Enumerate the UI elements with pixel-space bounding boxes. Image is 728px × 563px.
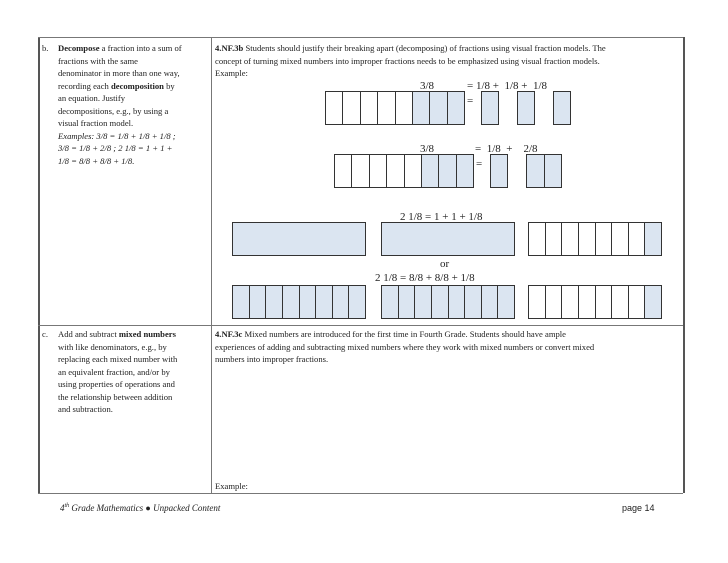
eq2-equals: = <box>476 158 483 170</box>
bar-segment <box>546 223 563 255</box>
bar-segment-shaded <box>349 286 365 318</box>
bar-segment-shaded <box>413 92 430 124</box>
bar-segment-shaded <box>527 155 545 187</box>
row-b-letter: b. <box>42 43 49 53</box>
eq3-text: 2 1/8 = 1 + 1 + 1/8 <box>400 211 483 223</box>
bar-segment <box>612 286 629 318</box>
bar-segment <box>343 92 360 124</box>
row-c-line: replacing each mixed number with <box>58 354 178 364</box>
eq1-right: = 1/8 + 1/8 + 1/8 <box>467 80 548 92</box>
bar-segment <box>335 155 352 187</box>
row-b-line4-pre: recording each <box>58 80 111 91</box>
row-b-explanation <box>215 42 680 80</box>
bar-segment-shaded <box>482 92 498 124</box>
row-c-line: using properties of operations and <box>58 379 175 389</box>
row-c-example-label: Example: <box>215 481 248 491</box>
bar-segment-shaded <box>233 286 250 318</box>
row-b-example: 1/8 = 8/8 + 8/8 + 1/8. <box>58 155 135 166</box>
bar-segment-shaded <box>382 223 514 255</box>
bar-segment-shaded <box>645 223 661 255</box>
row-c-std-line1: Mixed numbers are introduced for the first time in Fourth Grade. Students should have ample <box>242 329 567 339</box>
fraction-bar-3-8 <box>334 154 474 188</box>
row-b-example: Examples: 3/8 = 1/8 + 1/8 + 1/8 ; <box>58 130 176 141</box>
row-c-letter: c. <box>42 329 48 339</box>
row-c-line: an equivalent fraction, and/or by <box>58 366 170 377</box>
bar-segment <box>629 223 646 255</box>
footer-grade: 4 <box>60 503 65 513</box>
fraction-bar-1-8 <box>481 91 499 125</box>
bar-segment <box>612 223 629 255</box>
row-b-example: 3/8 = 1/8 + 2/8 ; 2 1/8 = 1 + 1 + <box>58 143 173 153</box>
bar-segment-shaded <box>545 155 562 187</box>
row-b-line: fractions with the same <box>58 55 138 66</box>
row-b-line: visual fraction model. <box>58 118 134 128</box>
row-b-line: decompositions, e.g., by using a <box>58 105 169 116</box>
bar-segment-shaded <box>482 286 499 318</box>
bar-segment-shaded <box>457 155 473 187</box>
bar-segment-shaded <box>333 286 350 318</box>
bar-segment <box>405 155 422 187</box>
row-b-std-code: 4.NF.3b <box>215 43 244 53</box>
row-b-std-line2: concept of turning mixed numbers into improper fractions needs to be emphasized using visual fraction models. <box>215 55 600 66</box>
bar-segment <box>562 223 579 255</box>
bar-segment <box>579 286 596 318</box>
fraction-bar-8-8 <box>232 285 366 319</box>
bar-segment-shaded <box>448 92 464 124</box>
row-b-line4-bold: decomposition <box>110 80 164 91</box>
bar-segment <box>546 286 563 318</box>
eq1-left: 3/8 <box>420 80 435 92</box>
bar-segment <box>378 92 395 124</box>
fraction-bar-8-8 <box>381 285 515 319</box>
footer-title-text: Grade Mathematics ● Unpacked Content <box>69 503 221 513</box>
footer-sup: th <box>64 503 70 509</box>
row-c-line: the relationship between addition <box>58 391 173 402</box>
table-bottom-border <box>38 493 683 494</box>
row-c-std-line2: experiences of adding and subtracting mixed numbers where they work with mixed numbers or convert mixed <box>215 341 595 352</box>
bar-segment <box>361 92 378 124</box>
row-divider <box>38 325 683 326</box>
bar-segment <box>387 155 404 187</box>
row-b-std-line3: Example: <box>215 68 248 78</box>
bar-segment-shaded <box>250 286 267 318</box>
fraction-bar-2-8 <box>526 154 562 188</box>
fraction-bar-1-8 <box>490 154 508 188</box>
bar-segment-shaded <box>300 286 317 318</box>
bar-segment <box>562 286 579 318</box>
bar-segment-shaded <box>283 286 300 318</box>
eq1-equals: = <box>467 95 474 107</box>
row-b-line4-post: by <box>163 80 175 91</box>
row-b-line: an equation. Justify <box>58 93 126 103</box>
row-b-lead-bold: Decompose <box>58 43 100 53</box>
footer-title <box>60 503 220 513</box>
row-c-std-line3: numbers into improper fractions. <box>215 354 329 364</box>
eq2-right: = 1/8 + 2/8 <box>475 143 538 155</box>
bar-segment-shaded <box>491 155 507 187</box>
bar-segment-shaded <box>449 286 466 318</box>
bar-segment-shaded <box>439 155 456 187</box>
bar-segment <box>529 223 546 255</box>
bar-segment-shaded <box>645 286 661 318</box>
fraction-bar-1-8-of-8 <box>528 285 662 319</box>
row-c-standard-text <box>42 328 210 416</box>
bar-segment <box>326 92 343 124</box>
bar-segment-shaded <box>415 286 432 318</box>
bar-segment-shaded <box>316 286 333 318</box>
row-c-explanation <box>215 328 680 366</box>
bar-segment-shaded <box>430 92 447 124</box>
bar-segment-shaded <box>518 92 534 124</box>
fraction-bar-1-8 <box>553 91 571 125</box>
bar-segment-shaded <box>432 286 449 318</box>
bar-segment-shaded <box>498 286 514 318</box>
row-b-line: denominator in more than one way, <box>58 68 180 78</box>
bar-segment-shaded <box>465 286 482 318</box>
fraction-bar-3-8 <box>325 91 465 125</box>
bar-segment <box>596 223 613 255</box>
row-c-line1-bold: mixed numbers <box>118 329 176 339</box>
row-c-line: and subtraction. <box>58 404 113 414</box>
eq2-left: 3/8 <box>420 143 435 155</box>
bar-segment-shaded <box>266 286 283 318</box>
bar-segment <box>396 92 413 124</box>
row-b-std-line1: Students should justify their breaking apart (decomposing) of fractions using visual fraction models. The <box>243 43 606 53</box>
bar-segment-shaded <box>422 155 439 187</box>
row-b-lead-rest: a fraction into a sum of <box>99 43 182 53</box>
bar-segment-shaded <box>233 223 365 255</box>
fraction-bar-1-8-of-8 <box>528 222 662 256</box>
bar-segment-shaded <box>554 92 570 124</box>
row-c-std-code: 4.NF.3c <box>215 329 243 339</box>
row-c-line: with like denominators, e.g., by <box>58 341 167 352</box>
or-text: or <box>440 258 450 270</box>
bar-segment <box>370 155 387 187</box>
fraction-bar-whole <box>232 222 366 256</box>
bar-segment <box>579 223 596 255</box>
column-divider <box>211 37 212 493</box>
bar-segment-shaded <box>382 286 399 318</box>
row-c-line1-pre: Add and subtract <box>58 329 119 339</box>
bar-segment-shaded <box>399 286 416 318</box>
bar-segment <box>529 286 546 318</box>
bar-segment <box>629 286 646 318</box>
bar-segment <box>352 155 369 187</box>
table-top-border <box>38 37 683 38</box>
row-b-standard-text <box>42 42 210 167</box>
bar-segment <box>596 286 613 318</box>
eq4-text: 2 1/8 = 8/8 + 8/8 + 1/8 <box>375 272 475 284</box>
fraction-bar-1-8 <box>517 91 535 125</box>
page-number: page 14 <box>622 503 655 513</box>
fraction-bar-whole <box>381 222 515 256</box>
